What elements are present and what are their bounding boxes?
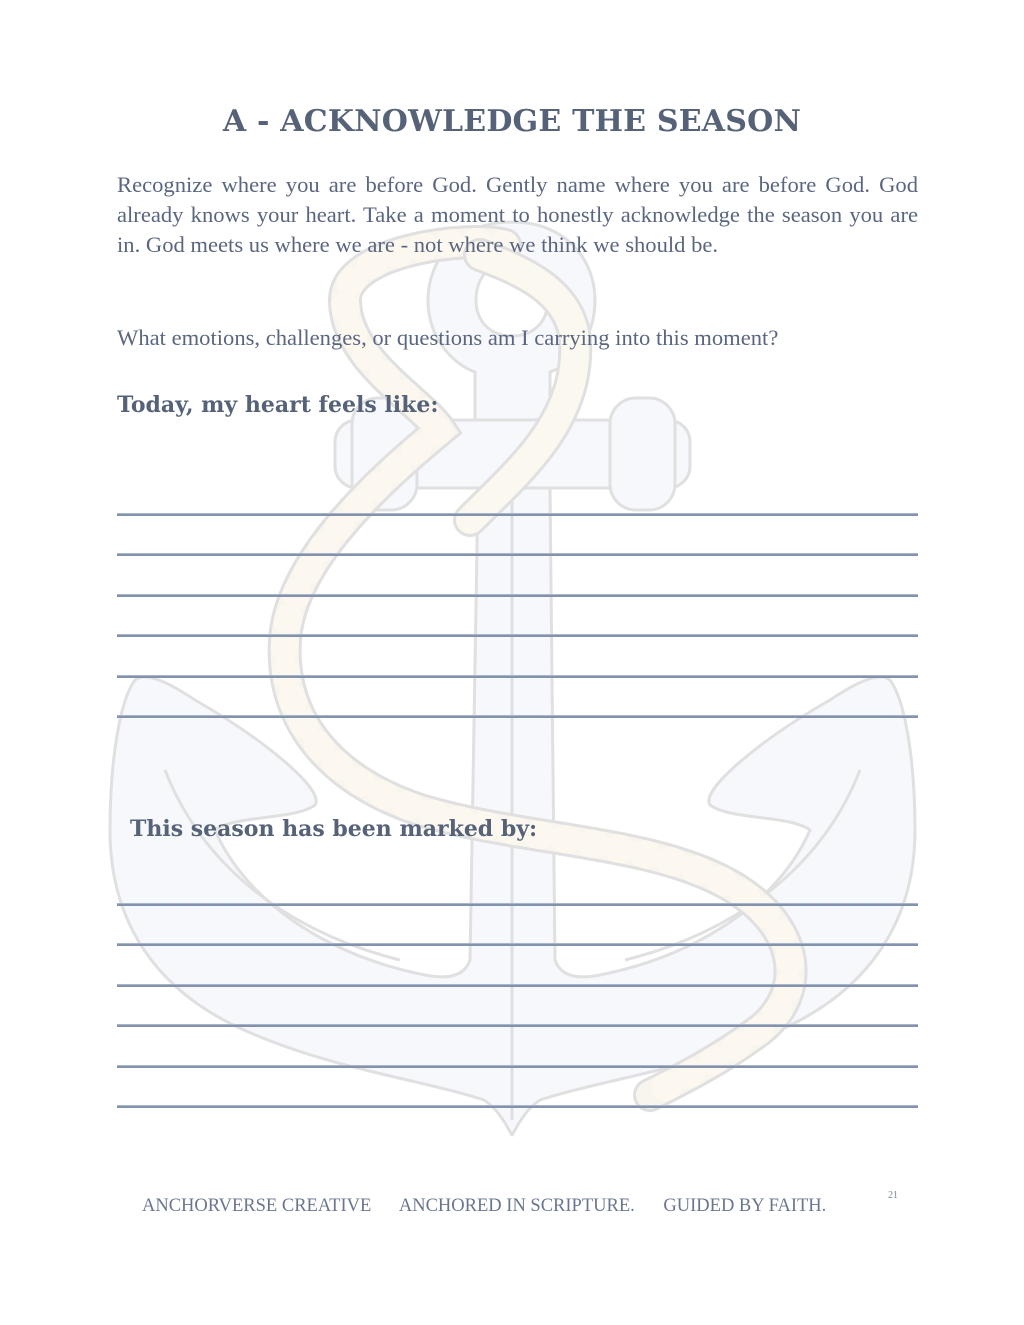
section-heading-season: This season has been marked by: (130, 816, 538, 842)
footer-brand: ANCHORVERSE CREATIVE (142, 1196, 372, 1216)
reflection-question: What emotions, challenges, or questions am I carrying into this moment? (117, 325, 779, 350)
footer-tagline-faith: GUIDED BY FAITH. (663, 1196, 827, 1216)
section-heading-heart: Today, my heart feels like: (117, 392, 439, 418)
writing-line[interactable] (117, 553, 918, 556)
page-title: A - ACKNOWLEDGE THE SEASON (222, 104, 802, 139)
writing-line[interactable] (117, 1065, 918, 1068)
footer (142, 1196, 850, 1217)
writing-line[interactable] (117, 634, 918, 637)
writing-line[interactable] (117, 715, 918, 718)
anchor-watermark-icon (100, 220, 930, 1140)
writing-line[interactable] (117, 675, 918, 678)
writing-line[interactable] (117, 594, 918, 597)
writing-line[interactable] (117, 903, 918, 906)
writing-line[interactable] (117, 1024, 918, 1027)
footer-tagline-scripture: ANCHORED IN SCRIPTURE. (398, 1196, 635, 1216)
page-number: 21 (888, 1190, 898, 1201)
writing-line[interactable] (117, 984, 918, 987)
writing-line[interactable] (117, 943, 918, 946)
writing-line[interactable] (117, 1105, 918, 1108)
writing-line[interactable] (117, 513, 918, 516)
intro-paragraph: Recognize where you are before God. Gently name where you are before God. God already knows your heart. Take a moment to honestly acknowledge the season you are in. God meets us where we are - not where we think we should be. (117, 172, 918, 257)
